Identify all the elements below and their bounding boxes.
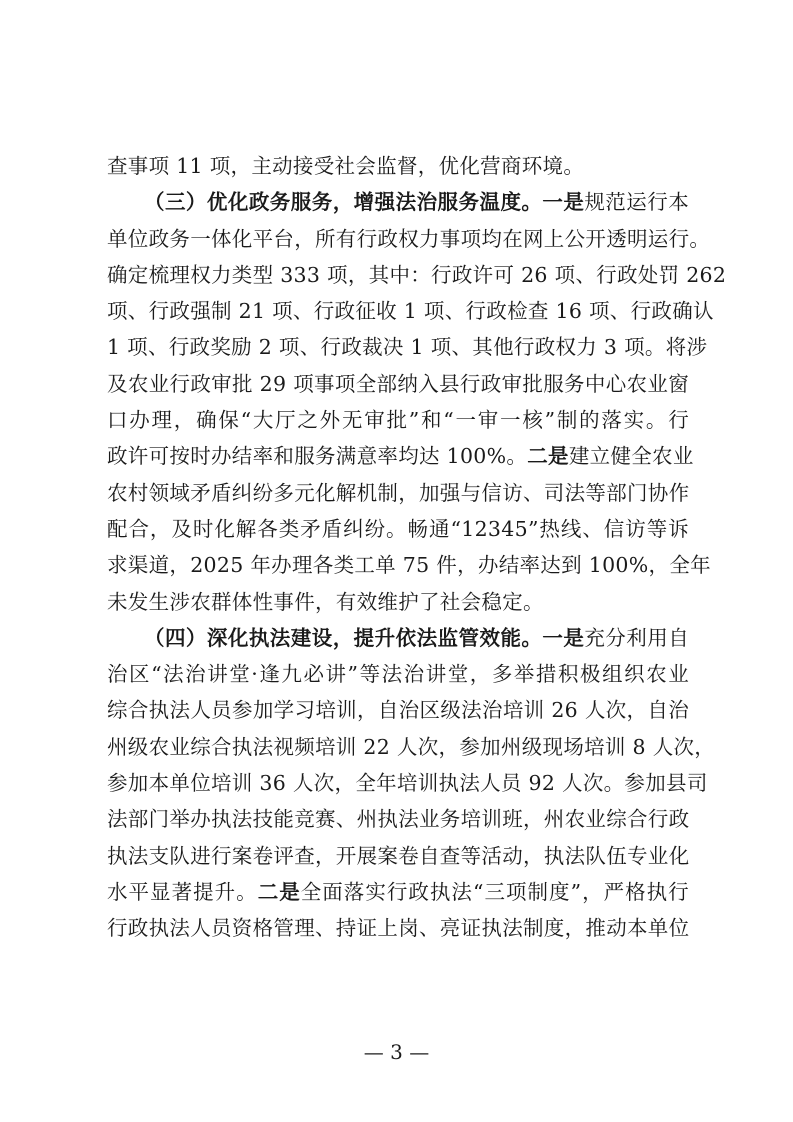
bold-text-segment: （四）深化执法建设，提升依法监管效能。 — [144, 625, 543, 650]
text-line — [107, 838, 689, 874]
text-line — [107, 402, 689, 438]
text-line — [107, 438, 694, 474]
text-line — [107, 184, 689, 220]
text-line — [107, 511, 689, 547]
text-line — [107, 475, 689, 511]
text-segment: 确定梳理权力类型 333 项，其中：行政许可 26 项、行政处罚 262 — [107, 262, 727, 287]
page-number: — 3 — — [363, 1040, 430, 1064]
bold-text-segment: 一是 — [542, 190, 585, 215]
text-line — [107, 874, 689, 910]
text-segment: 建立健全农业 — [568, 444, 694, 469]
text-line — [107, 584, 689, 620]
text-segment: 行政执法人员资格管理、持证上岗、亮证执法制度，推动本单位 — [107, 916, 690, 941]
bold-text-segment: （三）优化政务服务，增强法治服务温度。 — [144, 190, 543, 215]
text-segment: 政许可按时办结率和服务满意率均达 100%。 — [107, 444, 528, 469]
text-line — [107, 257, 727, 293]
text-segment: 1 项、行政奖励 2 项、行政裁决 1 项、其他行政权力 3 项。将涉 — [107, 335, 708, 360]
text-line — [107, 801, 689, 837]
text-line — [107, 329, 708, 365]
bold-text-segment: 一是 — [542, 625, 585, 650]
text-segment: 规范运行本 — [584, 190, 689, 215]
text-segment: 及农业行政审批 29 项事项全部纳入县行政审批服务中心农业窗 — [107, 371, 689, 396]
text-segment: 求渠道，2025 年办理各类工单 75 件，办结率达到 100%，全年 — [107, 553, 711, 578]
text-line — [107, 293, 714, 329]
text-line — [107, 729, 716, 765]
text-segment: 查事项 11 项，主动接受社会监督，优化营商环境。 — [107, 154, 585, 178]
text-segment: 口办理，确保“大厅之外无审批”和“一审一核”制的落实。行 — [107, 408, 689, 433]
text-line — [107, 148, 689, 184]
text-line — [107, 620, 689, 656]
text-segment: 项、行政强制 21 项、行政征收 1 项、行政检查 16 项、行政确认 — [107, 299, 714, 324]
bold-text-segment: 二是 — [527, 444, 569, 469]
bold-text-segment: 二是 — [257, 879, 301, 904]
text-segment: 充分利用自 — [584, 625, 689, 650]
text-line — [107, 692, 689, 728]
text-line — [107, 656, 689, 692]
text-segment: 未发生涉农群体性事件，有效维护了社会稳定。 — [107, 589, 544, 614]
text-line — [107, 547, 711, 583]
text-line — [107, 221, 711, 257]
text-segment: 全面落实行政执法“三项制度”，严格执行 — [300, 879, 689, 904]
text-line — [107, 910, 689, 946]
document-body — [107, 148, 727, 947]
text-line — [107, 366, 689, 402]
text-segment: 单位政务一体化平台，所有行政权力事项均在网上公开透明运行。 — [107, 226, 711, 251]
text-segment: 综合执法人员参加学习培训，自治区级法治培训 26 人次，自治 — [107, 698, 689, 723]
text-segment: 州级农业综合执法视频培训 22 人次，参加州级现场培训 8 人次， — [107, 734, 716, 759]
text-segment: 参加本单位培训 36 人次，全年培训执法人员 92 人次。参加县司 — [107, 771, 708, 796]
text-segment: 水平显著提升。 — [107, 879, 258, 904]
text-segment: 法部门举办执法技能竞赛、州执法业务培训班，州农业综合行政 — [107, 807, 690, 832]
text-segment: 配合，及时化解各类矛盾纠纷。畅通“12345”热线、信访等诉 — [107, 516, 689, 541]
text-segment: 执法支队进行案卷评查，开展案卷自查等活动，执法队伍专业化 — [107, 843, 690, 868]
text-segment: 治区“法治讲堂·逢九必讲”等法治讲堂，多举措积极组织农业 — [107, 662, 689, 687]
text-segment: 农村领域矛盾纠纷多元化解机制，加强与信访、司法等部门协作 — [107, 480, 690, 505]
text-line — [107, 765, 708, 801]
